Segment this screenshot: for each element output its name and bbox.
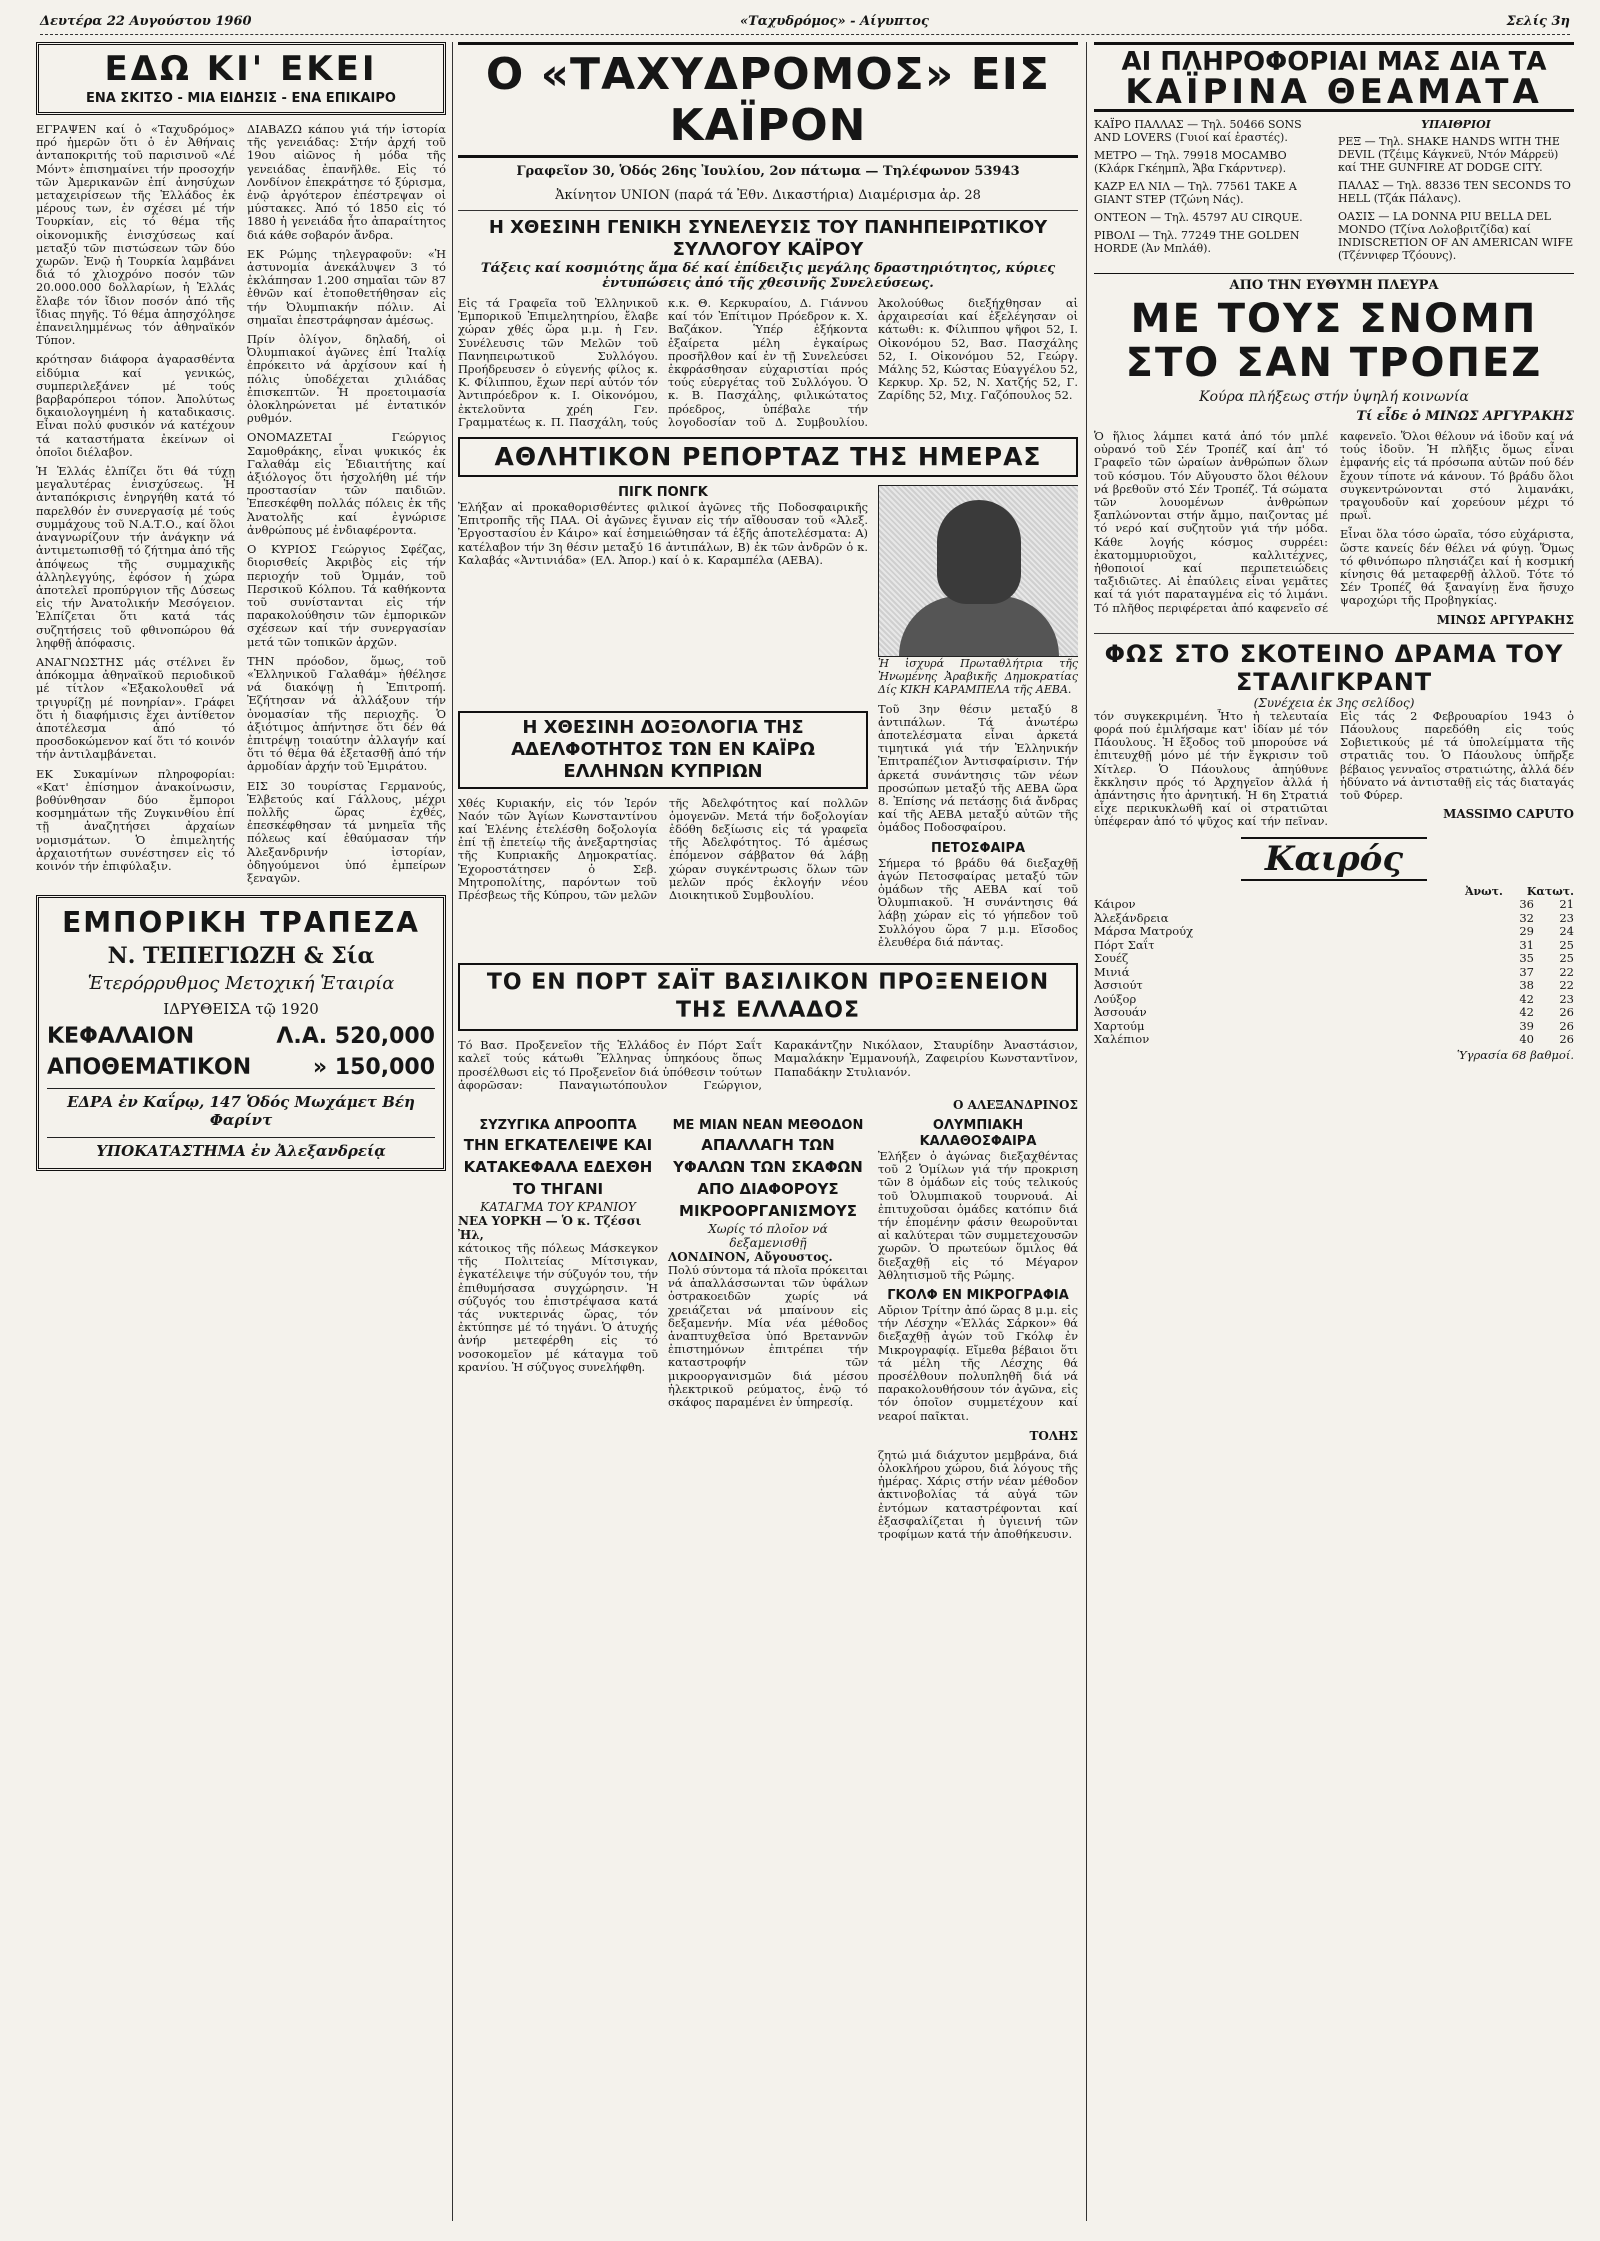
issue-date: Δευτέρα 22 Αυγούστου 1960 [40, 14, 252, 29]
cinema-item: ΡΙΒΟΛΙ — Τηλ. 77249 THE GOLDEN HORDE (Ἀν Μπλάθ). [1094, 229, 1300, 255]
weather-header-low: Κατωτ. [1526, 884, 1574, 898]
consulate-text: Τό Βασ. Προξενεῖον τῆς Ἑλλάδος ἐν Πόρτ Σαΐτ καλεῖ τούς κάτωθι Ἕλληνας ὑπηκόους ὅπως προσέλθωσι εἰς τό Προξενεῖον διά ὑπόθεσιν τούτων ἀφορῶσαν: Παναγιωτόπουλον Γεώργιον, Καρακάντζην Νικόλαον, Σταυρίδην Ἀναστάσιον, Μαμαλάκην Ἐμμανουήλ, Ζαφειρίου Κωνσταντῖνον, Παπαδάκην Στυλιανόν. [458, 1038, 1078, 1092]
weather-low: 26 [1559, 1005, 1574, 1020]
main-headline: Ο «ΤΑΧΥΔΡΟΜΟΣ» ΕΙΣ ΚΑΪΡΟΝ [485, 49, 1051, 151]
weather-high: 37 [1519, 964, 1534, 979]
weather-high: 31 [1519, 937, 1534, 952]
bank-type: Ἑτερόρρυθμος Μετοχική Ἑταιρία [87, 973, 395, 995]
page-number: Σελίς 3η [1506, 14, 1570, 29]
weather-high: 42 [1519, 991, 1534, 1006]
sports-text: Ἐλήξαν αἱ προκαθορισθέντες φιλικοί ἀγῶνες τῆς Ποδοσφαιρικῆς Ἐπιτροπῆς τῆς ΠΑΑ. Οἱ ἀγῶνες ἔγιναν εἰς τήν αἴθουσαν τοῦ «Ἀλεξ. Ἐργοστασίου ἐν Κάιρο» καί ἐσημειώθησαν τά ἑξῆς ἀποτελέσματα: Α) κατέλαβον τήν 3η θέσιν μεταξύ 16 ἀντιπάλων, Β) ἐκ τῶν ἀνδρῶν ὁ κ. Καλαβάς «Ἀντινιάδα» (ΕΛ. Ἀπορ.) καί ὁ κ. Καραμπέλα (ΑΕΒΑ). [458, 500, 868, 567]
basketball-text: Ἐλήξεν ὁ ἀγώνας διεξαχθέντας τοῦ 2 Ὁμίλων γιά τήν προκριση τῶν 8 ὁμάδων εἰς τούς τελικούς τοῦ Ὀλυμπιακοῦ τουρνουά. Αἱ ἐπιτυχοῦσαι ὁμάδες κατόπιν διά τήν ἑπομένην φάσιν θεωροῦνται αἱ καλύτεραι τῶν συμμετεχουσῶν χωρῶν. Ὁ πρωτεύων ὅμιλος θά διεξαχθῇ εἰς τό Μέγαρον Ἀθλητισμοῦ τῆς Ρώμης. [878, 1148, 1078, 1282]
section-subtitle: ΕΝΑ ΣΚΙΤΣΟ - ΜΙΑ ΕΙΔΗΣΙΣ - ΕΝΑ ΕΠΙΚΑΙΡΟ [86, 91, 396, 106]
sports-box [458, 437, 1078, 477]
snob-text-2: Εἶναι ὅλα τόσο ὡραῖα, τόσο εὐχάριστα, ὥστε κανείς δέν θέλει νά φύγῃ. Ὅμως τό φθινόπωρο πλησιάζει καί ἡ κοσμική κίνησις θά μεταφερθῇ ἀλλοῦ. Τότε τό Σέν Τροπέζ θά ξαναγίνῃ ἕνα ἥσυχο ψαροχώρι τῆς Προβηγκίας. [1340, 527, 1574, 608]
weather-low: 25 [1559, 937, 1574, 952]
weather-city: Μάρσα Ματρούχ [1094, 924, 1194, 939]
doxology-text: Χθές Κυριακήν, εἰς τόν Ἱερόν Ναόν τῶν Ἁγίων Κωνσταντίνου καί Ἑλένης ἐτελέσθη δοξολογία ἐπί τῇ ἐπετείῳ τῆς ἀνεξαρτησίας τῆς Κυπριακῆς Δημοκρατίας. Ἐχοροστάτησεν ὁ Σεβ. Μητροπολίτης, παρόντων τοῦ Πρέσβεως τῆς Κύπρου, τῶν μελῶν τῆς Ἀδελφότητος καί πολλῶν ὁμογενῶν. Μετά τήν δοξολογίαν ἐδόθη δεξίωσις εἰς τά γραφεῖα τῆς Ἀδελφότητος. Τό ἀμέσως ἐπόμενον σάββατον θά λάβῃ χώραν συγκέντρωσις ὅλων τῶν μελῶν πρός ἐκλογήν νέου Διοικητικοῦ Συμβουλίου. [458, 795, 868, 903]
article-paragraph: Πρίν ὀλίγον, δηλαδή, οἱ Ὀλυμπιακοί ἀγῶνες ἐπί Ἰταλίᾳ ἐπρόκειτο νά ἀρχίσουν καί ἡ πόλις ὑποδέχεται χιλιάδας ἐπισκεπτῶν. Ἡ προετοιμασία ὁλοκληρώνεται μέ ἐντατικόν ρυθμόν. [247, 332, 446, 426]
bank-branch: ΥΠΟΚΑΤΑΣΤΗΜΑ ἐν Ἀλεξανδρείᾳ [47, 1137, 435, 1160]
weather-low: 26 [1559, 1032, 1574, 1047]
consulate-signature: Ο ΑΛΕΞΑΝΔΡΙΝΟΣ [953, 1097, 1078, 1112]
cinema-item: ΟΑΣΙΣ — LA DONNA PIU BELLA DEL MONDO (Τζίνα Λολοβριτζίδα) καί INDISCRETION OF AN AMERICAN WIFE (Τζέννιφερ Τζόουνς). [1338, 210, 1574, 262]
sports-section [458, 485, 1078, 703]
weather-row [1094, 993, 1574, 1007]
snob-title: ΜΕ ΤΟΥΣ ΣΝΟΜΠ ΣΤΟ ΣΑΝ ΤΡΟΠΕΖ [1125, 296, 1543, 386]
column-right [1094, 42, 1574, 2221]
weather-low: 23 [1559, 991, 1574, 1006]
method-dateline: ΛΟΝΔΙΝΟΝ, Αὔγουστος. [668, 1249, 833, 1264]
family-article [458, 1118, 658, 1547]
basketball-title: ΟΛΥΜΠΙΑΚΗ ΚΑΛΑΘΟΣΦΑΙΡΑ [919, 1117, 1037, 1149]
cinema-header-line1: ΑΙ ΠΛΗΡΟΦΟΡΙΑΙ ΜΑΣ ΔΙΑ ΤΑ [1121, 47, 1547, 77]
column-rule-2 [1086, 42, 1087, 2221]
photo-block [878, 485, 1078, 703]
family-text: κάτοικος τῆς πόλεως Μάσκεγκον τῆς Πολιτείας Μίτσιγκαν, ἐγκατέλειψε τήν σύζυγόν του, τήν ἐπιθυμήσασα συγχώρησιν. Ἡ σύζυγός του ἐπιστρέψασα κατά τάς νυκτερινάς ὥρας, τόν ἐκτύπησε μέ τό τηγάνι. Ὁ ἀτυχής ἀνήρ μετεφέρθη εἰς τό νοσοκομεῖον μέ κάταγμα τοῦ κρανίου. Ἡ σύζυγος συνελήφθη. [458, 1240, 658, 1374]
snob-kicker: ΑΠΟ ΤΗΝ ΕΥΘΥΜΗ ΠΛΕΥΡΑ [1094, 273, 1574, 293]
weather-city: Σουέζ [1094, 951, 1129, 966]
weather-rows [1094, 898, 1574, 1047]
weather-low: 21 [1559, 897, 1574, 912]
sports-title: ΑΘΛΗΤΙΚΟΝ ΡΕΠΟΡΤΑΖ ΤΗΣ ΗΜΕΡΑΣ [494, 442, 1042, 472]
running-head [40, 8, 1570, 35]
weather-header-high: Ἀνωτ. [1464, 884, 1503, 898]
athlete-photo [878, 485, 1078, 657]
article-paragraph: ΕΓΡΑΨΕΝ καί ὁ «Ταχυδρόμος» πρό ἡμερῶν ὅτι ὁ ἐν Ἀθήναις ἀνταποκριτής τοῦ παρισινοῦ «Λέ Μόντ» ἐπισημαίνει τήν προσοχήν τῶν Ἀμερικανῶν ἐπί ἀνησύχων μεταχειρίσεων τῆς Ἑλλάδος ἐκ μέρους των, ἐν σχέσει μέ τήν Τουρκίαν, εἰς τό θέμα τῆς οἰκονομικῆς ἐνισχύσεως καί μεταξύ τῶν πιστώσεων τῶν δύο χωρῶν. Ἐνῷ ἡ Τουρκία λαμβάνει διά τό χλιοχρόνο ποσόν τῶν 20.000.000 δολλαρίων, ἡ Ἑλλάς ἔλαβε τόν ἴδιον ποσόν ἀπό τῆς ἴδιας πηγῆς. Τό θέμα ἀπησχόλησε ἐπανειλημμένως τόν ἀθηναϊκόν Τύπον. [36, 122, 235, 348]
weather-low: 25 [1559, 951, 1574, 966]
weather-high: 38 [1519, 978, 1534, 993]
weather-humidity: Ὑγρασία 68 βαθμοί. [1456, 1047, 1574, 1062]
weather-high: 40 [1519, 1032, 1534, 1047]
sports-text-block [458, 485, 868, 703]
column-left [36, 42, 446, 2221]
capital-value: Λ.Α. 520,000 [276, 1024, 435, 1050]
cinema-item: ΡΕΞ — Τηλ. SHAKE HANDS WITH THE DEVIL (Τζέιμς Κάγκνεϋ, Ντόν Μάρρεϋ) καί THE GUNFIRE AT DODGE CITY. [1338, 135, 1560, 174]
weather-row [1094, 952, 1574, 966]
assembly-title: Η ΧΘΕΣΙΝΗ ΓΕΝΙΚΗ ΣΥΝΕΛΕΥΣΙΣ ΤΟΥ ΠΑΝΗΠΕΙΡΩΤΙΚΟΥ ΣΥΛΛΟΓΟΥ ΚΑΪΡΟΥ [488, 217, 1048, 260]
weather-low: 24 [1559, 924, 1574, 939]
weather-city: Ἀσσουάν [1094, 1005, 1147, 1020]
section-box-edo-ki-ekei [36, 42, 446, 115]
cinema-item: ΜΕΤΡΟ — Τηλ. 79918 MOCAMBO (Κλάρκ Γκέημπλ, Ἄβα Γκάρντνερ). [1094, 149, 1287, 175]
cinema-item: ΚΑΪΡΟ ΠΑΛΛΑΣ — Τηλ. 50466 SONS AND LOVERS (Γυιοί καί ἐραστές). [1094, 118, 1302, 144]
weather-row [1094, 898, 1574, 912]
weather-city: Χαλέπιον [1094, 1032, 1150, 1047]
cinema-header [1094, 42, 1574, 112]
article-paragraph: ΕΚ Συκαμίνων πληροφορίαι: «Κατ' ἐπίσημον ἀνακοίνωσιν, βοθύνθησαν δύο ἔμποροι κοσμημάτων τῆς Ζυγκινθίου ἐπί τῇ ἀναζητήσει ἀρχαίων νομισμάτων. Ὁ ἐπιμελητής ἀρχαιοτήτων συνέστησεν εἰς τό κοινόν τήν ἐπιφύλαξιν. [36, 766, 235, 873]
paper-name: «Ταχυδρόμος» - Αίγυπτος [740, 14, 929, 29]
cinema-header-line2: ΚΑΪΡΙΝΑ ΘΕΑΜΑΤΑ [1125, 72, 1543, 112]
bank-name: ΕΜΠΟΡΙΚΗ ΤΡΑΠΕΖΑ [62, 906, 420, 940]
reserves-value: » 150,000 [312, 1055, 435, 1081]
weather-row [1094, 912, 1574, 926]
office-address-2: Ἀκίνητον UNION (παρά τά Ἐθν. Δικαστήρια) Διαμέρισμα ἀρ. 28 [555, 188, 981, 203]
weather-city: Ἀσσιούτ [1094, 978, 1143, 993]
method-text: Πολύ σύντομα τά πλοῖα πρόκειται νά ἀπαλλάσσωνται τῶν ὑφάλων ὀστρακοειδῶν χωρίς νά χρειάζεται νά μπαίνουν εἰς δεξαμενήν. Μία νέα μέθοδος ἀναπτυχθεῖσα ὑπό Βρεταννῶν ἐπιστημόνων ἐπιτρέπει τήν καταστροφήν τῶν μικροοργανισμῶν διά μέσου ἠλεκτρικοῦ ρεύματος, ἐνῷ τό σκάφος παραμένει ἐν ὑπηρεσίᾳ. [668, 1262, 868, 1409]
cinema-outdoor [1338, 118, 1574, 267]
basketball-article [878, 1118, 1078, 1547]
consulate-box [458, 963, 1078, 1031]
method-subtitle: Χωρίς τό πλοῖον νά δεξαμενισθῇ [708, 1221, 828, 1250]
bank-owner: Ν. ΤΕΠΕΓΙΩΖΗ & Σία [107, 943, 375, 970]
golf-title: ΓΚΟΛΦ ΕΝ ΜΙΚΡΟΓΡΑΦΙΑ [887, 1287, 1069, 1303]
cinema-item: ΟΝΤΕΟΝ — Τηλ. 45797 AU CIRQUE. [1094, 211, 1303, 224]
divider [458, 210, 1078, 211]
family-subtitle: ΚΑΤΑΓΜΑ ΤΟΥ ΚΡΑΝΙΟΥ [480, 1199, 636, 1214]
bank-address: ΕΔΡΑ ἐν Καΐρῳ, 147 Ὁδός Μωχάμετ Βέη Φαρίντ [47, 1088, 435, 1129]
column-text [36, 123, 446, 885]
weather-low: 26 [1559, 1018, 1574, 1033]
article-paragraph: Ἡ Ἑλλάς ἐλπίζει ὅτι θά τύχῃ μεγαλυτέρας ἐνισχύσεως. Ἡ ἀνταπόκρισις ἐνηργήθη κατά τό παρελθόν ἐν συνεργασίᾳ μέ τούς συμμάχους τοῦ Ν.Α.Τ.Ο., καί ὅλοι ἀναγνωρίζουν τήν ἀνάγκην νά ἀντιμετωπισθῇ τό ζήτημα ἀπό τῆς ἀπόψεως τῆς συμμαχικῆς ἀλληλεγγύης, ἐφόσον ἡ χώρα ἀποτελεῖ προπύργιον τῆς Δύσεως εἰς τήν Ἀνατολικήν Μεσόγειον. Ἐλπίζεται ὅτι κατά τάς συζητήσεις τοῦ φθινοπώρου θά ληφθῇ ἀπόφασις. [36, 464, 235, 650]
volleyball-text: Σήμερα τό βράδυ θά διεξαχθῇ ἀγών Πετοσφαίρας μεταξύ τῶν ὁμάδων τῆς ΑΕΒΑ καί τοῦ Ὀλυμπιακοῦ. Ἡ συνάντησις θά λάβῃ χώραν εἰς τό γήπεδον τοῦ Συλλόγου ὥρα 7 μ.μ. Εἴσοδος ἐλευθέρα διά πάντας. [878, 855, 1078, 949]
misc-text: ζητώ μιά διάχυτον μεμβράνα, διά ὁλοκλήρου χώρου, διά λόγους τῆς ἡμέρας. Χάρις στήν νέαν μέθοδον ἀκτινοβολίας τά αὐγά τῶν ἐντόμων καταστρέφονται καί ἐξασφαλίζεται ἡ ὑγιεινή τῶν τροφίμων κατά τήν ἀποθήκευσιν. [878, 1447, 1078, 1541]
outdoor-heading: ΥΠΑΙΘΡΙΟΙ [1421, 118, 1491, 131]
method-article [668, 1118, 868, 1547]
bank-founded: ΙΔΡΥΘΕΙΣΑ τῷ 1920 [163, 1000, 319, 1019]
article-paragraph: ΕΙΣ 30 τουρίστας Γερμανούς, Ἑλβετούς καί Γάλλους, μέχρι πολλῆς ὥρας ἐχθές, ἐπεσκέφθησαν τά μνημεῖα τῆς πόλεως καί ἐθαύμασαν τήν Ἀλεξανδρινήν ἱστορίαν, ὁδηγούμενοι ὑπό ἐμπείρων ξεναγῶν. [247, 778, 446, 885]
method-head: ΜΕ ΜΙΑΝ ΝΕΑΝ ΜΕΘΟΔΟΝ [672, 1117, 864, 1133]
stalingrad-text: τόν συγκεκριμένη. Ἦτο ἡ τελευταία φορά πού ἐμιλήσαμε κατ' ἰδίαν μέ τόν Πάουλους. Ἡ ἔξοδος τοῦ μπορούσε νά ἐπιτευχθῇ μόνο μέ τήν ἔγκρισιν τοῦ Χίτλερ. Ὁ Πάουλους ἀπηύθυνε ἔκκλησιν πρός τό Ἀρχηγεῖον ἀλλά ἡ ἀπάντησις ἦτο ἀρνητική. Ἡ 6η Στρατιά εἶχε περικυκλωθῆ καί οἱ στρατιῶται ὑπέφεραν ἀπό τό ψῦχος καί τήν πεῖναν. Εἰς τάς 2 Φεβρουαρίου 1943 ὁ Πάουλους παρεδόθη εἰς τούς Σοβιετικούς μέ τά ὑπολείμματα τῆς στρατιᾶς του. Ὁ Πάουλους ὑπῆρξε βέβαιος γενναῖος στρατιώτης, ἀλλά δέν ἠδύνατο νά ἀντισταθῇ εἰς τάς διαταγάς τοῦ Φύρερ. [1094, 708, 1574, 829]
weather-row [1094, 979, 1574, 993]
weather-table [1094, 885, 1574, 1063]
weather-high: 39 [1519, 1018, 1534, 1033]
volleyball-title: ΠΕΤΟΣΦΑΙΡΑ [930, 840, 1026, 856]
doxology-article [458, 703, 868, 955]
bank-capital-row [47, 1024, 435, 1049]
stalingrad-article [1094, 710, 1574, 829]
stalingrad-title: ΦΩΣ ΣΤΟ ΣΚΟΤΕΙΝΟ ΔΡΑΜΑ ΤΟΥ ΣΤΑΛΙΓΚΡΑΝΤ [1104, 639, 1564, 696]
weather-high: 35 [1519, 951, 1534, 966]
article-paragraph: ΤΗΝ πρόοδον, ὅμως, τοῦ «Ἑλληνικοῦ Γαλαθάμ» ἠθέλησε νά διακόψῃ ἡ Ἐπιτροπή. Ἐζήτησαν νά ἀλλάξουν τήν ὀνομασίαν τῆς περιοχῆς. Ὁ ἀξιότιμος ἀπήντησε ὅτι δέν θά ἐπιτρέψῃ τοιαύτην ἀλλαγήν καί ὅτι τό θέμα θά ἐξετασθῇ ἀπό τήν ἀρμοδίαν ἀρχήν τοῦ Ἐμιράτου. [247, 653, 446, 774]
assembly-text: Εἰς τά Γραφεῖα τοῦ Ἑλληνικοῦ Ἐμπορικοῦ Ἐπιμελητηρίου, ἔλαβε χώραν χθές ὥρα μ.μ. ἡ Γεν. Συνέλευσις τῶν Μελῶν τοῦ Πανηπειρωτικοῦ Συλλόγου. Προήδρευσεν ὁ εὐγενής φίλος κ. Κ. Φίλιππου, ἔχων περί αὐτόν τόν Ἀντιπρόεδρον κ. Ι. Οἰκονόμου, ἐκτελοῦντα χρέη Γεν. Γραμματέως κ. Π. Πασχάλη, τούς κ.κ. Θ. Κερκυραίου, Δ. Γιάννου καί τόν Ἐπίτιμον Πρόεδρον κ. Χ. Βαζάκον. Ὑπέρ ἐξήκοντα ἐξαίρετα μέλη ἐγκαίρως προσῆλθον καί ἐν τῇ Συνελεύσει ἐκφράσθησαν εὐχαριστίαι πρός τούς εὐεργέτας τοῦ Συλλόγου. Ὁ κ. Β. Πασχάλης, φιλικώτατος πρόεδρος, ὑπέβαλε τήν λογοδοσίαν τοῦ Δ. Συμβουλίου. Ἀκολούθως διεξήχθησαν αἱ ἀρχαιρεσίαι καί ἐξελέγησαν οἱ κάτωθι: κ. Φίλιππου ψῆφοι 52, Ι. Οἰκονόμου 52, Βασ. Πασχάλης 52, Ι. Οἰκονόμου 52, Γεώργ. Μάλης 52, Κώστας Εὐαγγέλου 52, Κερκυρ. Χρ. 52, Ν. Χατζής 52, Γ. Ζαρίδης 52, Μιχ. Γαζόπουλος 52. [458, 296, 1078, 429]
weather-high: 32 [1519, 910, 1534, 925]
column-center [458, 42, 1078, 2221]
column-rule-1 [452, 42, 453, 2221]
cinema-item: ΚΑΖΡ ΕΛ ΝΙΛ — Τηλ. 77561 TAKE A GIANT STEP (Τζώνη Νάς). [1094, 180, 1297, 206]
photo-caption: Ἡ ἰσχυρά Πρωταθλήτρια τῆς Ἠνωμένης Ἀραβικῆς Δημοκρατίας Δίς ΚΙΚΗ ΚΑΡΑΜΠΕΛΑ τῆς ΑΕΒΑ. [878, 657, 1078, 697]
doxology-title: Η ΧΘΕΣΙΝΗ ΔΟΞΟΛΟΓΙΑ ΤΗΣ ΑΔΕΛΦΟΤΗΤΟΣ ΤΩΝ ΕΝ ΚΑΪΡΩ ΕΛΛΗΝΩΝ ΚΥΠΡΙΩΝ [511, 716, 815, 782]
golf-text: Αὔριον Τρίτην ἀπό ὥρας 8 μ.μ. εἰς τήν Λέσχην «Ἑλλάς Σάρκον» θά διεξαχθῇ ἀγών τοῦ Γκόλφ ἐν Μικρογραφίᾳ. Εἴμεθα βέβαιοι ὅτι τά μέλη τῆς Λέσχης θά προσέλθουν πολυπληθῆ διά νά παρακολουθήσουν τόν ἀγῶνα, εἰς τόν ὁποῖον συμμετέχουν καί νεαροί παῖκται. [878, 1302, 1078, 1423]
weather-row [1094, 1033, 1574, 1047]
weather-low: 22 [1559, 978, 1574, 993]
weather-city: Κάιρον [1094, 897, 1136, 912]
weather-high: 36 [1519, 897, 1534, 912]
mid-section [458, 703, 1078, 955]
article-paragraph: ΔΙΑΒΑΖΩ κάπου γιά τήν ἱστορία τῆς γενειάδας: Στήν ἀρχή τοῦ 19ου αἰῶνος ἡ μόδα τῆς γενειάδας ἐπανῆλθε. Εἰς τό Λονδίνον ἐπεκράτησε τό ξύρισμα, ἐνῷ ἀργότερον ἐπέστρεψαν οἱ μύστακες. Ἀπό τό 1850 εἰς τό 1880 ἡ γενειάδα ἦτο ἀπαραίτητος διά κάθε σοβαρόν ἄνδρα. [247, 122, 446, 242]
bank-reserves-row [47, 1055, 435, 1080]
cinema-item: ΠΑΛΑΣ — Τηλ. 88336 TEN SECONDS TO HELL (Τζάκ Πάλανς). [1338, 179, 1571, 205]
weather-row [1094, 939, 1574, 953]
weather-logo [1094, 837, 1574, 881]
article-paragraph: ΑΝΑΓΝΩΣΤΗΣ μάς στέλνει ἕν ἀπόκομμα ἀθηναϊκοῦ περιοδικοῦ μέ τίτλον «Ἐξακολουθεῖ νά τριγυρίζῃ μέ πονηρίαν». Γράφει ὅτι ἡ διαφήμισις ἔχει ἀντίθετον ἀποτέλεσμα ἀπό τό προσδοκώμενον καί ὅτι τό κοινόν τήν ἀντιλαμβάνεται. [36, 654, 235, 762]
weather-header [1094, 885, 1574, 899]
stalingrad-continued: (Συνέχεια ἐκ 3ης σελίδος) [1253, 695, 1415, 710]
snob-article [1094, 430, 1574, 627]
capital-label: ΚΕΦΑΛΑΙΟΝ [47, 1024, 195, 1050]
weather-city: Πόρτ Σαΐτ [1094, 937, 1155, 952]
article-paragraph: ΕΚ Ρώμης τηλεγραφοῦν: «Ἡ ἀστυνομία ἀνεκάλυψεν 3 τό ἐκλάπησαν 1.200 σημαῖαι τῶν 87 ἐθνῶν καί ἐτοποθετήθησαν εἰς τήν Ὀλυμπιακήν πόλιν. Αἱ σημαῖαι ἐπεστράφησαν ἀμέσως. [247, 246, 446, 327]
snob-text: Ὁ ἥλιος λάμπει κατά ἀπό τόν μπλέ οὐρανό τοῦ Σέν Τροπέζ καί ἀπ' τό Γραφεῖο τῶν ὡραίων ἀνθρώπων ὅλων τοῦ κόσμου. Τόν Αὔγουστο ὅλοι θέλουν νά βρεθοῦν στό Σέν Τροπέζ. Τά σώματα τῶν λουομένων ἀνθρώπων ξαπλώνονται στήν ἄμμο, παιζοντας μέ τό νερό καί συζητοῦν γιά τήν μόδα. Κάθε λογής κόσμος συρρέει: ἐκατομμυριοῦχοι, καλλιτέχνες, ἠθοποιοί καί περιπετειώδεις ταξιδιῶτες. Αἱ ἐπαύλεις εἶναι γεμᾶτες καί τά γιότ παραταγμένα εἰς τό λιμάνι. Τό πλῆθος περιφέρεται ἀπό καφενεῖο σέ καφενεῖο. Ὅλοι θέλουν νά ἰδοῦν καί νά τούς ἰδοῦν. Ἡ πλῆξις ὅμως εἶναι ἐμφανής εἰς τά πρόσωπα αὐτῶν πού δέν ἔχουν τίποτε νά κάνουν. Τό βράδυ ὅλοι συγκεντρώνονται στό λιμανάκι, τραγουδοῦν καί χορεύουν μέχρι τό πρωΐ. [1094, 429, 1574, 615]
bottom-section [458, 1118, 1078, 1547]
weather-high: 42 [1519, 1005, 1534, 1020]
article-paragraph: κρότησαν διάφορα ἀγαρασθέντα εἰδύμια καί γενικώς, συμπεριλεξάνεν μέ τούς βαρβαρόπεροι τόπον. Ἀπολύτως δικαιολογημένη ἡ καταδικασις. Εἶναι πολύ φυσικόν νά κατέχουν τά καταστήματα ἐκείνων οἱ ὁποῖοι διέλαβον. [36, 352, 235, 459]
snob-subtitle: Κούρα πλήξεως στήν ὑψηλή κοινωνία [1199, 389, 1469, 405]
weather-city: Ἀλεξάνδρεια [1094, 910, 1169, 925]
sports-text-2: Τοῦ 3ην θέσιν μεταξύ 8 ἀντιπάλων. Τά ἀνωτέρω ἀποτελέσματα εἶναι ἀρκετά τιμητικά γιά τήν Ἑλληνικήν Ἐπιτραπέζιον Ἀντισφαίρισιν. Τήν ἀρκετά συνάντησις τῶν νέων προσώπων μεταξύ τῆς ΑΕΒΑ ὥρα 8. Ἐπίσης νά πετάσῃς διά ἄνδρας καί τῆς ΑΕΒΑ μεταξύ αὐτῶν τῆς ὁμάδος Ποδοσφαίρου. [878, 701, 1078, 835]
masthead-bar [458, 42, 1078, 158]
family-dateline: ΝΕΑ ΥΟΡΚΗ — Ὁ κ. Τζέσσι Ἠλ, [458, 1213, 642, 1242]
consulate-title: ΤΟ ΕΝ ΠΟΡΤ ΣΑΪΤ ΒΑΣΙΛΙΚΟΝ ΠΡΟΞΕΝΕΙΟΝ ΤΗΣ ΕΛΛΑΔΟΣ [486, 970, 1050, 1024]
cinema-listings [1094, 118, 1574, 267]
family-head: ΣΥΖΥΓΙΚΑ ΑΠΡΟΟΠΤΑ [479, 1117, 637, 1133]
weather-row [1094, 966, 1574, 980]
weather-row [1094, 1006, 1574, 1020]
snob-byline: Τί εἶδε ὁ ΜΙΝΩΣ ΑΡΓΥΡΑΚΗΣ [1356, 409, 1574, 424]
weather-low: 22 [1559, 964, 1574, 979]
weather-city: Μινιά [1094, 964, 1130, 979]
cinema-indoor [1094, 118, 1330, 267]
doxology-box [458, 711, 868, 789]
snob-signature: ΜΙΝΩΣ ΑΡΓΥΡΑΚΗΣ [1436, 612, 1574, 627]
stalingrad-signature: MASSIMO CAPUTO [1443, 807, 1574, 822]
assembly-subtitle: Τάξεις καί κοσμιότης ἅμα δέ καί ἐπίδειξις μεγάλης δραστηριότητος, κύριες ἐντυπώσεις ἀπό τῆς χθεσινῆς Συνελεύσεως. [480, 261, 1056, 291]
volleyball-article [878, 703, 1078, 955]
reserves-label: ΑΠΟΘΕΜΑΤΙΚΟΝ [47, 1055, 252, 1081]
office-address-1: Γραφεῖον 30, Ὁδός 26ης Ἰουλίου, 2ον πάτωμα — Τηλέφωνον 53943 [516, 164, 1020, 179]
bank-advertisement [36, 895, 446, 1171]
weather-row [1094, 925, 1574, 939]
weather-logo-text: Καιρός [1241, 837, 1427, 881]
method-title: ΑΠΑΛΛΑΓΗ ΤΩΝ ΥΦΑΛΩΝ ΤΩΝ ΣΚΑΦΩΝ ΑΠΟ ΔΙΑΦΟΡΟΥΣ ΜΙΚΡΟΟΡΓΑΝΙΣΜΟΥΣ [673, 1135, 863, 1220]
weather-low: 23 [1559, 910, 1574, 925]
weather-city: Χαρτούμ [1094, 1018, 1145, 1033]
weather-high: 29 [1519, 924, 1534, 939]
sports-subsection: ΠΙΓΚ ΠΟΝΓΚ [618, 485, 708, 501]
weather-city: Λούξορ [1094, 991, 1137, 1006]
article-paragraph: ΟΝΟΜΑΖΕΤΑΙ Γεώργιος Σαμοθράκης, εἶναι ψυκικός ἐκ Γαλαθάμ εἰς Ἐδιαιτήτης καί ἀξιόλογος ὅτι ἠσχολήθη μέ τήν προστασίαν τῶν παιδιῶν. Ἐπεσκέφθη πολλάς πόλεις ἐκ τῆς Ἀνατολῆς καί ἐγνώρισε ἀνθρώπους μέ ἐνδιαφέροντα. [247, 430, 446, 537]
article-paragraph: Ο ΚΥΡΙΟΣ Γεώργιος Σφέζας, διορισθείς Ἀκριβὸς εἰς τήν περιοχήν τοῦ Ὀμμάν, τοῦ Περσικοῦ Κόλπου. Τά καθήκοντα τοῦ συνίστανται εἰς τήν παρακολούθησιν τῶν ἐμπορικῶν σχέσεων καί τήν συνεργασίαν μετά τῶν τοπικῶν ἀρχῶν. [247, 542, 446, 649]
section-title: ΕΔΩ ΚΙ' ΕΚΕΙ [104, 49, 378, 89]
sports-signature: ΤΟΛΗΣ [1029, 1428, 1078, 1443]
family-title: ΤΗΝ ΕΓΚΑΤΕΛΕΙΨΕ ΚΑΙ ΚΑΤΑΚΕΦΑΛΑ ΕΔΕΧΘΗ ΤΟ ΤΗΓΑΝΙ [463, 1135, 653, 1198]
weather-row [1094, 1020, 1574, 1034]
divider [1094, 633, 1574, 634]
